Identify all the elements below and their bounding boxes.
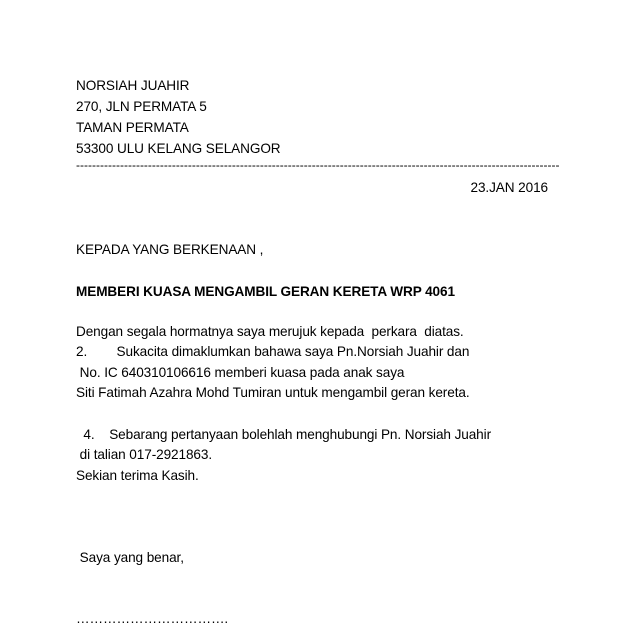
salutation: KEPADA YANG BERKENAAN , [76, 242, 264, 257]
body-line-3: No. IC 640310106616 memberi kuasa pada anak saya [76, 365, 405, 380]
separator-line: ------------------------------------------------------------------------------------------------------------------------- [76, 158, 560, 172]
sender-address-line-1: 270, JLN PERMATA 5 [76, 99, 207, 114]
sender-address-line-3: 53300 ULU KELANG SELANGOR [76, 141, 281, 156]
body-line-4: Siti Fatimah Azahra Mohd Tumiran untuk mengambil geran kereta. [76, 385, 470, 400]
body-line-7: Sekian terima Kasih. [76, 468, 199, 483]
body-line-2: 2. Sukacita dimaklumkan bahawa saya Pn.Norsiah Juahir dan [76, 344, 470, 359]
signature-line: ……………………………. [76, 611, 229, 626]
sender-name: NORSIAH JUAHIR [76, 78, 190, 93]
body-line-6: di talian 017-2921863. [76, 447, 213, 462]
body-line-1: Dengan segala hormatnya saya merujuk kepada perkara diatas. [76, 324, 464, 339]
letter-date: 23.JAN 2016 [470, 180, 548, 195]
subject-heading: MEMBERI KUASA MENGAMBIL GERAN KERETA WRP 4061 [76, 284, 455, 299]
body-line-5: 4. Sebarang pertanyaan bolehlah menghubungi Pn. Norsiah Juahir [76, 427, 491, 442]
sender-address-line-2: TAMAN PERMATA [76, 120, 189, 135]
closing-text: Saya yang benar, [76, 550, 184, 565]
